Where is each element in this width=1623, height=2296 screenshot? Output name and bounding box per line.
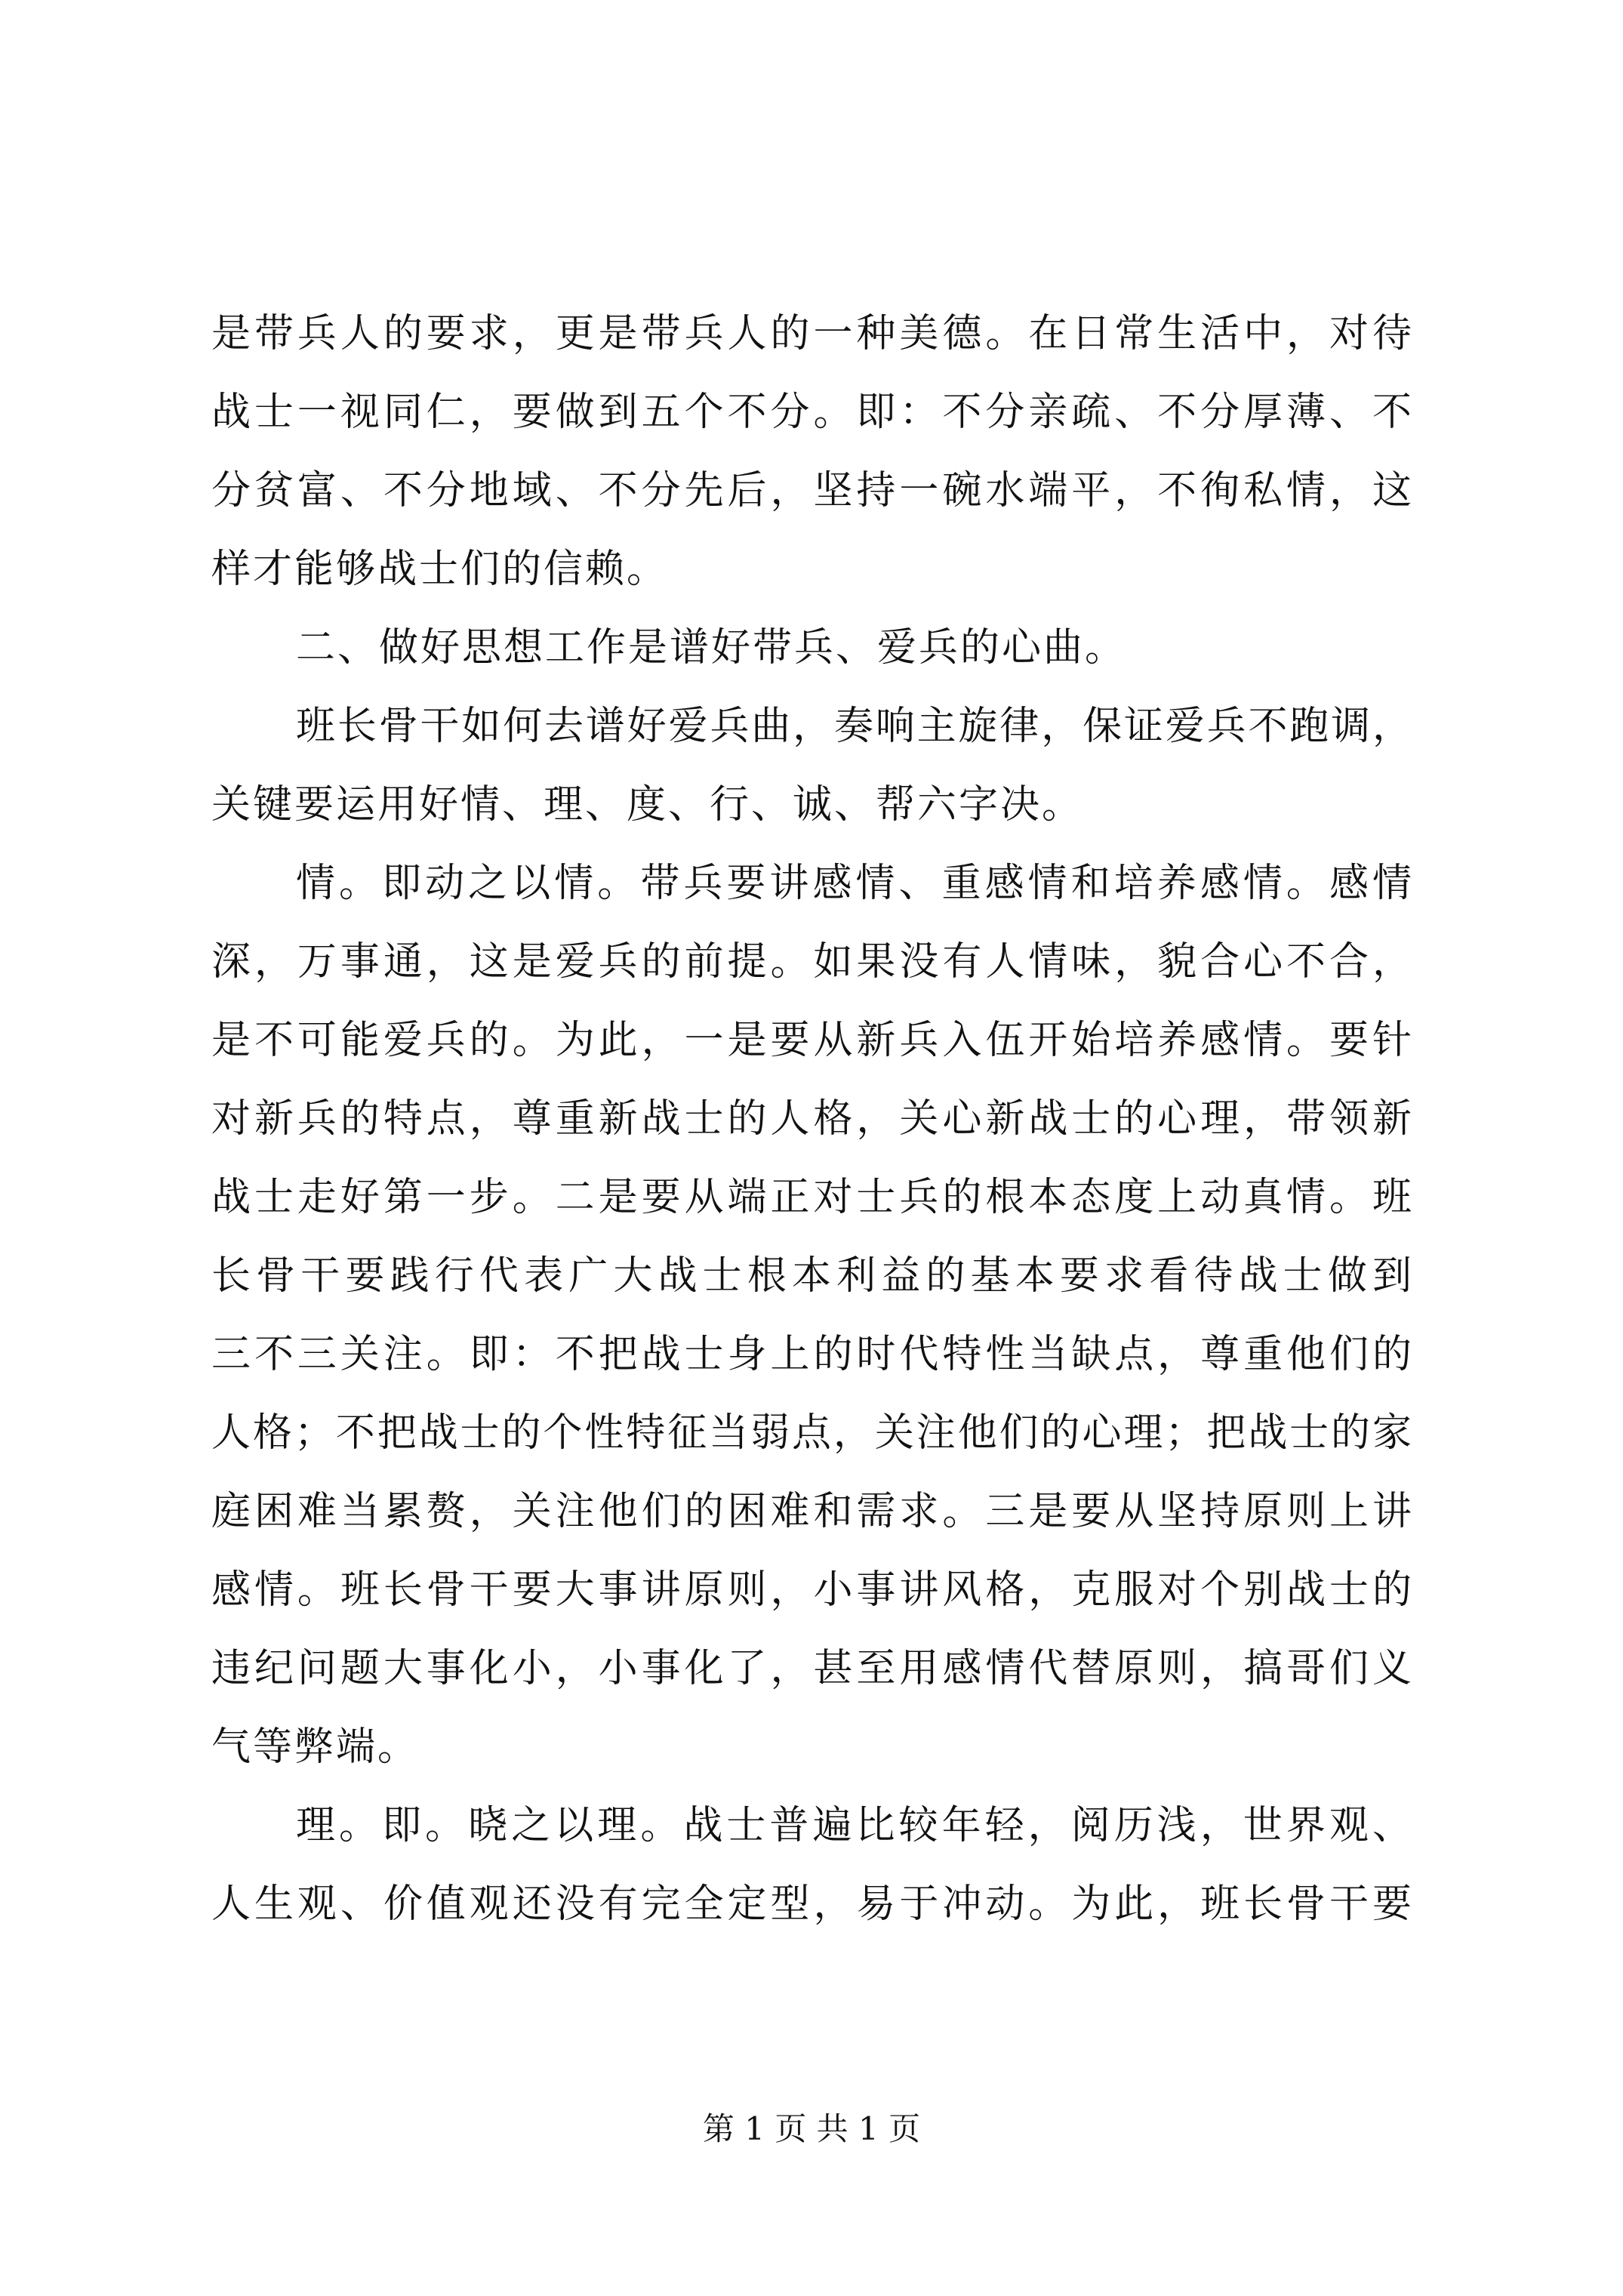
- text-line: 人格；不把战士的个性特征当弱点，关注他们的心理；把战士的家: [211, 1410, 1412, 1456]
- text-line: 深，万事通，这是爱兵的前提。如果没有人情味，貌合心不合，: [211, 939, 1412, 985]
- text-line: 气等弊端。: [211, 1724, 420, 1770]
- text-line: 战士走好第一步。二是要从端正对士兵的根本态度上动真情。班: [211, 1175, 1412, 1220]
- text-line: 三不三关注。即：不把战士身上的时代特性当缺点，尊重他们的: [211, 1332, 1412, 1377]
- text-line: 长骨干要践行代表广大战士根本利益的基本要求看待战士做到: [211, 1253, 1412, 1299]
- body-text: [211, 294, 1412, 1943]
- page-footer: 第 1 页 共 1 页: [702, 2110, 921, 2147]
- text-line: 感情。班长骨干要大事讲原则，小事讲风格，克服对个别战士的: [211, 1567, 1412, 1613]
- text-line: 庭困难当累赘，关注他们的困难和需求。三是要从坚持原则上讲: [211, 1489, 1412, 1534]
- text-line: 理。即。晓之以理。战士普遍比较年轻，阅历浅，世界观、: [296, 1803, 1412, 1848]
- text-line: 分贫富、不分地域、不分先后，坚持一碗水端平，不徇私情，这: [211, 468, 1412, 513]
- text-line: 样才能够战士们的信赖。: [211, 547, 669, 592]
- text-line: 是不可能爱兵的。为此，一是要从新兵入伍开始培养感情。要针: [211, 1018, 1412, 1063]
- text-line: 对新兵的特点，尊重新战士的人格，关心新战士的心理，带领新: [211, 1096, 1412, 1142]
- text-line: 违纪问题大事化小，小事化了，甚至用感情代替原则，搞哥们义: [211, 1646, 1412, 1691]
- text-line: 人生观、价值观还没有完全定型，易于冲动。为此，班长骨干要: [211, 1881, 1412, 1927]
- text-line: 关键要运用好情、理、度、行、诚、帮六字决。: [211, 782, 1084, 827]
- text-line: 情。即动之以情。带兵要讲感情、重感情和培养感情。感情: [296, 861, 1412, 906]
- text-line: 是带兵人的要求，更是带兵人的一种美德。在日常生活中，对待: [211, 311, 1412, 356]
- text-line: 班长骨干如何去谱好爱兵曲，奏响主旋律，保证爱兵不跑调，: [296, 704, 1412, 749]
- text-line: 二、做好思想工作是谱好带兵、爱兵的心曲。: [296, 625, 1127, 670]
- text-line: 战士一视同仁，要做到五个不分。即：不分亲疏、不分厚薄、不: [211, 390, 1412, 435]
